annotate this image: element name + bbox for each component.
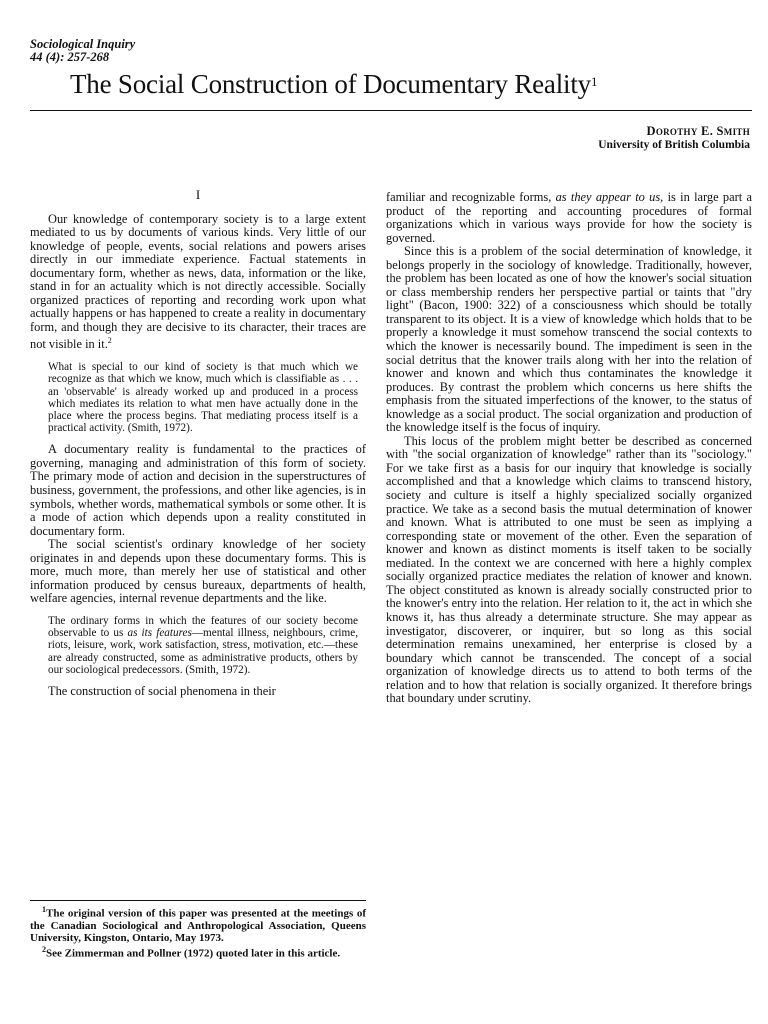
footnotes [30,900,366,960]
left-paragraph-3: The social scientist's ordinary knowledge of her society originates in and depends upon these documentary forms. This is more, much more, than merely her use of statistical and other information produced by census bureaux, departments of health, welfare agencies, internal revenue departments and the like. [30,537,366,606]
footnote-ref-2: 2 [107,336,112,346]
right-paragraph-2: Since this is a problem of the social determination of knowledge, it belongs properly in the sociology of knowledge. Traditionally, however, the problem has been located as one of how the knower's social situation or class membership renders her perspective partial or taints that "dry light" (Bacon, 1900: 322) of a consciousness which should be totally transparent to its object. It is a view of knowledge which holds that to be properly a knowledge it must somehow transcend the social contexts to which the knower is necessarily bound. The impediment is seen in the social detritus that the knower trails along with her into the relation of knower and known and which thus contaminates the knowledge it produces. By contrast the problem which concerns us here shifts the emphasis from the situated imperfections of the knower, to the status of knowledge as a social product. The social organization and production of the knowledge itself is the focus of inquiry. [386,244,752,435]
title-footnote-mark: 1 [590,74,598,89]
right-paragraph-3: This locus of the problem might better be described as concerned with "the social organization of knowledge" rather than its "sociology." For we take first as a basis for our inquiry that knowledge is socially accomplished and that a knowledge which claims to transcend history, society and culture is itself a highly specialized socially organized practice. We take as a second basis the mutual determination of knower and known. What is attributed to one must be seen as implying a corresponding state or movement of the other. Even the separation of knower and known as distinct moments is itself taken to be socially mediated. In the context we are concerned with here a highly complex socially organized practice mediates the relation of knower and known. The object constituted as known is already socially constructed prior to the knower's entry into the relation. Her relation to it, the act in which she knows it, has thus already a determinate structure. She may appear as investigator, discoverer, or inquirer, but so long as this social determination remains unexamined, her enterprise is closed by a boundary which cannot be transcended. The concept of a social organization of knowledge directs us to attend to both terms of the relation and to how that relation is socially organized. It therefore brings that boundary under scrutiny. [386,433,752,706]
right-paragraph-1 [386,191,752,245]
left-paragraph-2: A documentary reality is fundamental to the practices of governing, managing and administration of this form of society. The primary mode of action and decision in the superstructures of business, government, the professions, and other like agencies, is in symbols, whether words, mathematical symbols or some other. It is a mode of action which depends upon a reality constituted in documentary form. [30,442,366,538]
article-title-text: The Social Construction of Documentary Reality [70,69,591,99]
footnote-2 [30,944,366,960]
footnote-2-text: See Zimmerman and Pollner (1972) quoted later in this article. [46,947,341,960]
section-number: I [195,187,201,202]
article-title [70,68,750,100]
right-paragraph-1-emphasis: as they appear to us, [555,190,664,204]
block-quote-1 [48,361,358,434]
right-paragraph-1-part-b: is in large part a product of the reporting and accounting procedures of formal organizations which in various ways provide for how the society is governed. [386,190,752,245]
right-column [386,191,752,706]
footnote-1 [30,904,366,944]
left-paragraph-1-text: Our knowledge of contemporary society is to a large extent mediated to us by documents of various kinds. Very little of our knowledge of people, events, social relations and powers arises directly in our immediate experience. Factual statements in documentary form, whether as news, data, information or the like, stand in for an actuality which is not directly accessible. Socially organized practices of reporting and recording work upon what actually happens or has happened to create a reality in documentary form, and though they are decisive to its character, their traces are not visible in it. [30,211,366,352]
left-paragraph-1 [30,213,366,353]
footnote-2-mark: 2 [42,945,46,955]
journal-citation [30,38,135,64]
right-paragraph-1-part-a: familiar and recognizable forms, [386,190,552,204]
block-quote-2-text [48,615,358,676]
block-quote-2 [48,615,358,676]
footnote-1-text: The original version of this paper was presented at the meetings of the Canadian Sociological and Anthropological Association, Queens University, Kingston, Ontario, May 1973. [30,907,366,945]
block-quote-2-part-b: —mental illness, neighbours, crime, riots, leisure, work, work satisfaction, stress, motivation, etc.—these are already constructed, some as administrative products, others by our sociological predecessors. (Smith, 1972). [48,627,359,676]
footnote-1-mark: 1 [42,905,46,914]
author-block [598,124,750,152]
author-name: Dorothy E. Smith [646,124,750,138]
left-column [30,188,366,698]
journal-issue: 44 (4): 257-268 [30,50,110,64]
left-paragraph-4: The construction of social phenomena in their [48,683,276,698]
journal-name: Sociological Inquiry [30,37,136,51]
author-affiliation: University of British Columbia [598,139,750,151]
block-quote-2-part-a: The ordinary forms in which the features of our society become observable to us [48,614,358,640]
block-quote-2-emphasis: as its features [127,627,192,640]
block-quote-1-text: What is special to our kind of society is that much which we recognize as that which we know, much which is classifiable as . . . an 'observable' is already worked up and produced in a process which mediates its relation to what men have actually done in the place where the process begins. That mediating process itself is a practical activity. (Smith, 1972). [48,361,358,435]
title-rule [30,110,752,111]
